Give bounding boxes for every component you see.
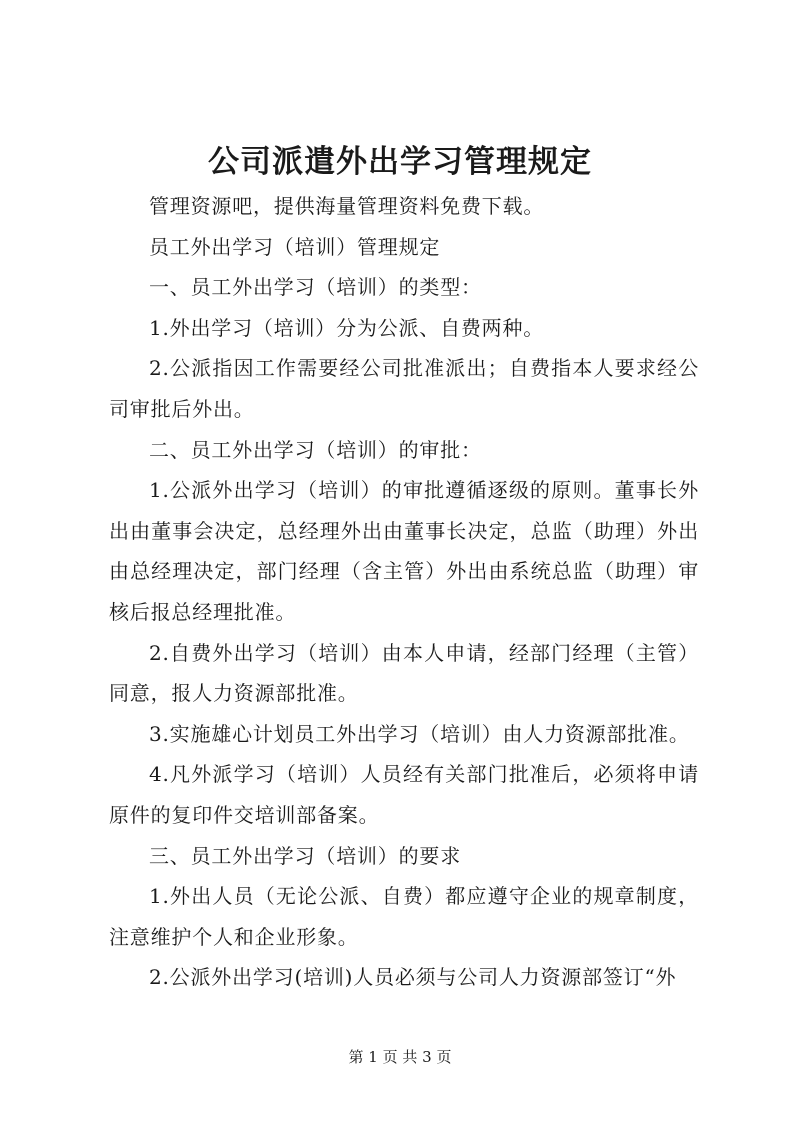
- paragraph-source-note: 管理资源吧，提供海量管理资料免费下载。: [149, 194, 545, 218]
- paragraph-approval-2: 2.自费外出学习（培训）由本人申请，经部门经理（主管）同意，报人力资源部批准。: [109, 640, 699, 706]
- paragraph-approval-1: 1.公派外出学习（培训）的审批遵循逐级的原则。董事长外出由董事会决定，总经理外出由董事长决定，总监（助理）外出由总经理决定，部门经理（含主管）外出由系统总监（助理）审核后报总经理批准。: [109, 478, 699, 624]
- paragraph-types-2: 2.公派指因工作需要经公司批准派出；自费指本人要求经公司审批后外出。: [109, 356, 699, 421]
- paragraph-approval-4: 4.凡外派学习（培训）人员经有关部门批准后，必须将申请原件的复印件交培训部备案。: [109, 762, 699, 827]
- paragraph-subtitle: 员工外出学习（培训）管理规定: [149, 234, 441, 259]
- paragraph-types-1: 1.外出学习（培训）分为公派、自费两种。: [149, 315, 545, 340]
- page-footer: 第 1 页 共 3 页: [348, 1048, 452, 1066]
- paragraph-approval-3: 3.实施雄心计划员工外出学习（培训）由人力资源部批准。: [149, 721, 690, 746]
- section-heading-requirements: 三、员工外出学习（培训）的要求: [149, 843, 461, 868]
- document-title: 公司派遣外出学习管理规定: [208, 144, 592, 180]
- section-heading-types: 一、员工外出学习（培训）的类型：: [149, 275, 482, 300]
- document-body: [109, 186, 699, 998]
- paragraph-requirements-2: 2.公派外出学习(培训)人员必须与公司人力资源部签订“外: [149, 965, 677, 990]
- paragraph-requirements-1: 1.外出人员（无论公派、自费）都应遵守企业的规章制度，注意维护个人和企业形象。: [109, 884, 699, 949]
- section-heading-approval: 二、员工外出学习（培训）的审批：: [149, 437, 482, 462]
